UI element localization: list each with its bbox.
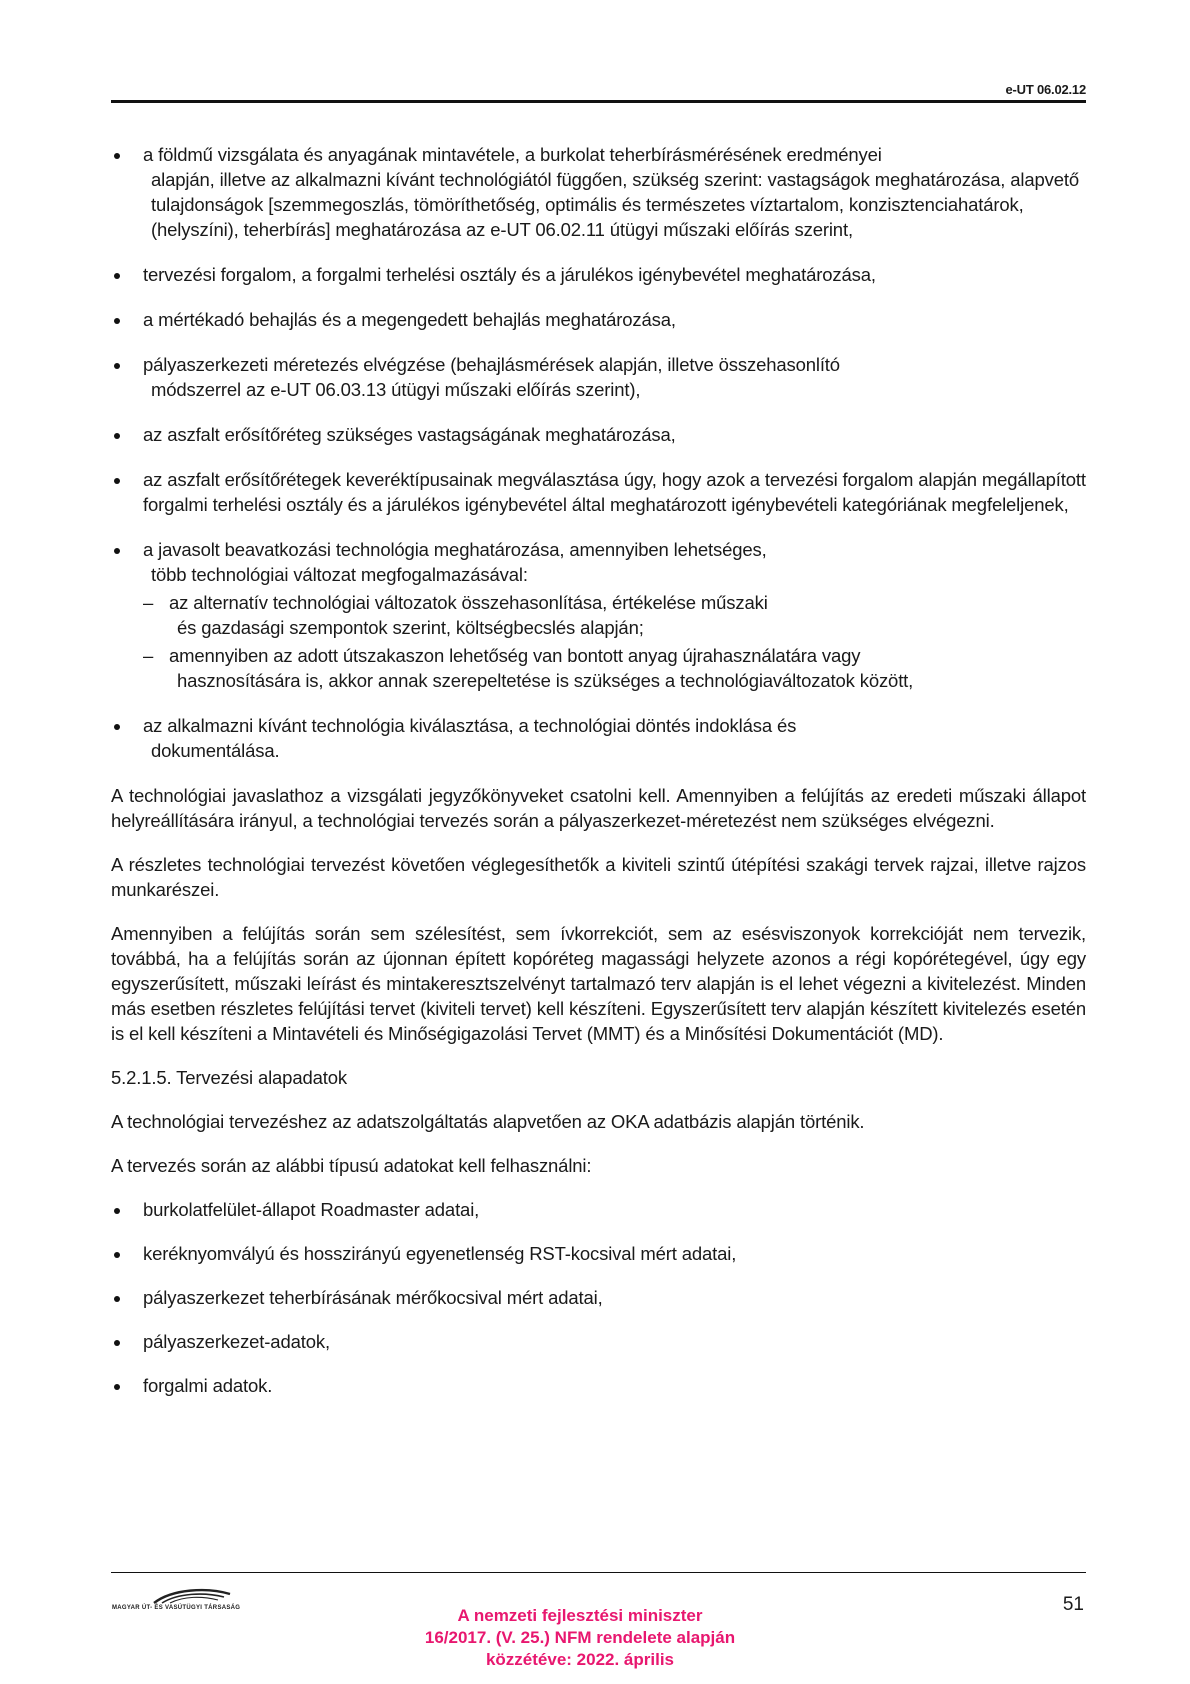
header-rule bbox=[111, 100, 1086, 103]
list-item bbox=[111, 142, 1086, 242]
sub-list-item-text-continuation: és gazdasági szempontok szerint, költségbecslés alapján; bbox=[177, 617, 644, 638]
publication-note bbox=[380, 1605, 780, 1671]
sub-list-item-text: az alternatív technológiai változatok összehasonlítása, értékelése műszaki bbox=[169, 592, 768, 613]
list-item bbox=[111, 307, 1086, 332]
list-item-text: tervezési forgalom, a forgalmi terhelési osztály és a járulékos igénybevétel meghatározása, bbox=[143, 264, 876, 285]
bullet-icon bbox=[114, 433, 120, 439]
list-item bbox=[111, 1285, 1086, 1310]
bullet-icon bbox=[114, 1340, 120, 1346]
list-item-text: az aszfalt erősítőréteg szükséges vastagságának meghatározása, bbox=[143, 424, 676, 445]
organization-logo bbox=[112, 1585, 262, 1613]
logo-text: MAGYAR ÚT- ÉS VASÚTÜGYI TÁRSASÁG bbox=[112, 1605, 241, 1611]
bullet-icon bbox=[114, 1208, 120, 1214]
list-item bbox=[111, 422, 1086, 447]
list-item-text-continuation: dokumentálása. bbox=[151, 740, 280, 761]
list-item-text: az alkalmazni kívánt technológia kiválasztása, a technológiai döntés indoklása és bbox=[143, 715, 797, 736]
bullet-icon bbox=[114, 1252, 120, 1258]
list-item-text: a mértékadó behajlás és a megengedett behajlás meghatározása, bbox=[143, 309, 676, 330]
page-content bbox=[111, 142, 1086, 1417]
bullet-icon bbox=[114, 153, 120, 159]
sub-list-item bbox=[143, 643, 1086, 693]
paragraph: Amennyiben a felújítás során sem szélesítést, sem ívkorrekciót, sem az esésviszonyok korrekcióját nem tervezik, továbbá, ha a felújítás során az újonnan épített kopóréteg magassági helyzete azonos a régi kopórétegével, úgy egy egyszerűsített, műszaki leírást és mintakeresztszelvényt tartalmazó terv alapján is el lehet végezni a kivitelezést. Minden más esetben részletes felújítási tervet (kiviteli tervet) kell készíteni. Egyszerűsített terv alapján készített kivitelezés esetén is el kell készíteni a Mintavételi és Minőségigazolási Tervet (MMT) és a Minősítési Dokumentációt (MD). bbox=[111, 923, 1086, 1044]
list-item bbox=[111, 537, 1086, 693]
publication-note-line: 16/2017. (V. 25.) NFM rendelete alapján bbox=[424, 1628, 736, 1647]
logo-swoosh-icon bbox=[112, 1585, 262, 1607]
bullet-icon bbox=[114, 548, 120, 554]
page-number: 51 bbox=[1062, 1594, 1084, 1615]
paragraph: A technológiai javaslathoz a vizsgálati jegyzőkönyveket csatolni kell. Amennyiben a felújítás az eredeti műszaki állapot helyreállítására irányul, a technológiai tervezés során a pályaszerkezet-méretezést nem szükséges elvégezni. bbox=[111, 785, 1086, 831]
publication-note-line: közzétéve: 2022. április bbox=[485, 1650, 675, 1669]
list-item-text: pályaszerkezet teherbírásának mérőkocsival mért adatai, bbox=[143, 1287, 603, 1308]
paragraph: A tervezés során az alábbi típusú adatokat kell felhasználni: bbox=[111, 1155, 592, 1176]
dash-marker: – bbox=[143, 592, 154, 613]
sub-list-item bbox=[143, 590, 1086, 640]
paragraph: A részletes technológiai tervezést követően véglegesíthetők a kiviteli szintű útépítési szakági tervek rajzai, illetve rajzos munkarészei. bbox=[111, 854, 1086, 900]
publication-note-line: A nemzeti fejlesztési miniszter bbox=[457, 1606, 703, 1625]
list-item bbox=[111, 1241, 1086, 1266]
list-item-text-continuation: módszerrel az e-UT 06.03.13 útügyi műszaki előírás szerint), bbox=[151, 379, 641, 400]
bullet-icon bbox=[114, 318, 120, 324]
list-item-text: forgalmi adatok. bbox=[143, 1375, 273, 1396]
list-item-text-continuation: alapján, illetve az alkalmazni kívánt technológiától függően, szükség szerint: vastagságok meghatározása, alapvető tulajdonságok [szemmegoszlás, tömöríthetőség, optimális és természetes víztartalom, konzisztenciahatárok, (helyszíni), teherbírás] meghatározása az e-UT 06.02.11 útügyi műszaki előírás szerint, bbox=[151, 169, 1079, 240]
list-item-text: burkolatfelület-állapot Roadmaster adatai, bbox=[143, 1199, 480, 1220]
section-heading: 5.2.1.5. Tervezési alapadatok bbox=[111, 1067, 347, 1088]
dash-marker: – bbox=[143, 645, 154, 666]
bullet-list-top bbox=[111, 142, 1086, 763]
document-code: e-UT 06.02.12 bbox=[1005, 82, 1086, 97]
list-item bbox=[111, 352, 1086, 402]
list-item-text: pályaszerkezeti méretezés elvégzése (behajlásmérések alapján, illetve összehasonlító bbox=[143, 354, 840, 375]
list-item bbox=[111, 1197, 1086, 1222]
list-item-text: az aszfalt erősítőrétegek keveréktípusainak megválasztása úgy, hogy azok a tervezési forgalom alapján megállapított forgalmi terhelési osztály és a járulékos igénybevétel által meghatározott igénybevételi kategóriának megfeleljenek, bbox=[143, 469, 1086, 515]
paragraph: A technológiai tervezéshez az adatszolgáltatás alapvetően az OKA adatbázis alapján történik. bbox=[111, 1111, 865, 1132]
bullet-icon bbox=[114, 724, 120, 730]
list-item bbox=[111, 713, 1086, 763]
bullet-icon bbox=[114, 478, 120, 484]
list-item bbox=[111, 1329, 1086, 1354]
list-item-text: a földmű vizsgálata és anyagának mintavétele, a burkolat teherbírásmérésének eredményei bbox=[143, 144, 882, 165]
sub-list-item-text: amennyiben az adott útszakaszon lehetőség van bontott anyag újrahasználatára vagy bbox=[169, 645, 861, 666]
list-item bbox=[111, 1373, 1086, 1398]
bullet-icon bbox=[114, 273, 120, 279]
bullet-icon bbox=[114, 363, 120, 369]
list-item bbox=[111, 467, 1086, 517]
bullet-list-bottom bbox=[111, 1197, 1086, 1398]
bullet-icon bbox=[114, 1384, 120, 1390]
bullet-icon bbox=[114, 1296, 120, 1302]
sub-list-item-text-continuation: hasznosítására is, akkor annak szerepeltetése is szükséges a technológiaváltozatok között, bbox=[177, 670, 914, 691]
sub-list bbox=[143, 590, 1086, 693]
list-item-text: keréknyomvályú és hosszirányú egyenetlenség RST-kocsival mért adatai, bbox=[143, 1243, 737, 1264]
list-item-text-continuation: több technológiai változat megfogalmazásával: bbox=[151, 564, 528, 585]
list-item-text: a javasolt beavatkozási technológia meghatározása, amennyiben lehetséges, bbox=[143, 539, 767, 560]
footer-rule bbox=[111, 1572, 1086, 1573]
list-item bbox=[111, 262, 1086, 287]
list-item-text: pályaszerkezet-adatok, bbox=[143, 1331, 330, 1352]
